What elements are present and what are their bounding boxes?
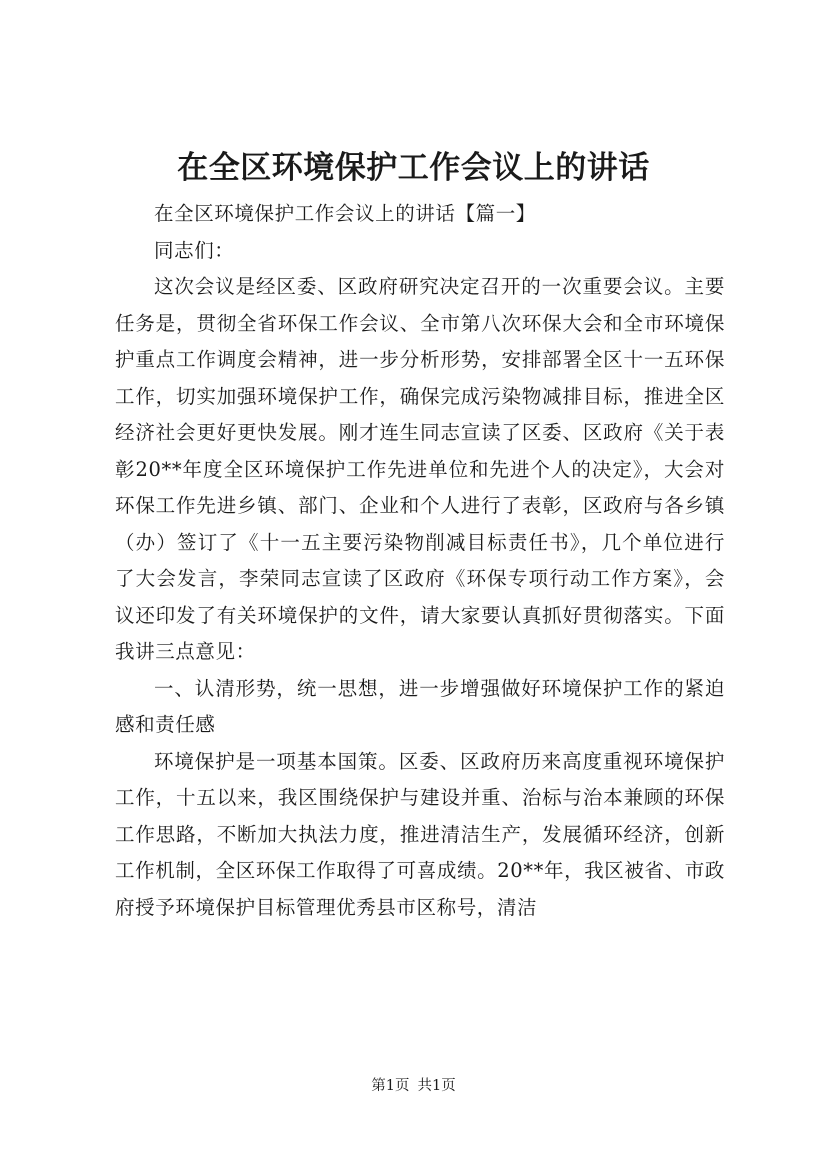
document-body xyxy=(115,196,725,926)
page-total: 共1页 xyxy=(417,1078,456,1094)
page-number: 第1页 xyxy=(371,1078,410,1094)
subheading: 一、认清形势，统一思想，进一步增强做好环境保护工作的紧迫感和责任感 xyxy=(115,676,725,736)
paragraph: 这次会议是经区委、区政府研究决定召开的一次重要会议。主要任务是，贯彻全省环保工作会议、全市第八次环保大会和全市环境保护重点工作调度会精神，进一步分析形势，安排部署全区十一五环保工作，切实加强环境保护工作，确保完成污染物减排目标，推进全区经济社会更好更快发展。刚才连生同志宣读了区委、区政府《关于表彰20**年度全区环境保护工作先进单位和先进个人的决定》，大会对环保工作先进乡镇、部门、企业和个人进行了表彰，区政府与各乡镇（办）签订了《十一五主要污染物削减目标责任书》，几个单位进行了大会发言，李荣同志宣读了区政府《环保专项行动工作方案》，会议还印发了有关环境保护的文件，请大家要认真抓好贯彻落实。下面我讲三点意见： xyxy=(115,275,725,663)
salutation: 同志们： xyxy=(154,238,235,262)
paragraph: 环境保护是一项基本国策。区委、区政府历来高度重视环境保护工作，十五以来，我区围绕保护与建设并重、治标与治本兼顾的环保工作思路，不断加大执法力度，推进清洁生产，发展循环经济，创新工作机制，全区环保工作取得了可喜成绩。20**年，我区被省、市政府授予环境保护目标管理优秀县市区称号，清洁 xyxy=(115,749,725,919)
document-title: 在全区环境保护工作会议上的讲话 xyxy=(177,150,650,186)
section-heading: 在全区环境保护工作会议上的讲话【篇一】 xyxy=(154,202,536,225)
page-footer xyxy=(0,1076,827,1096)
